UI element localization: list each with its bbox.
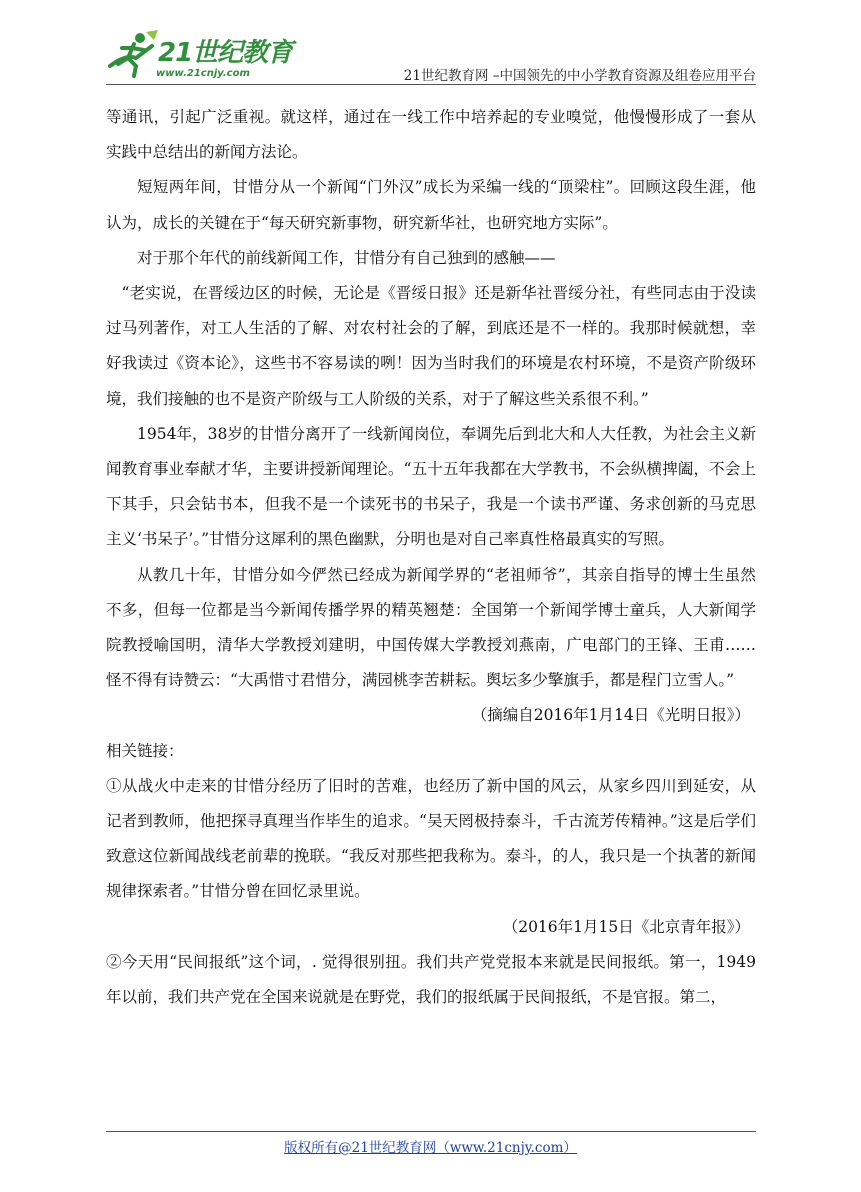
site-tagline: –中国领先的中小学教育资源及组卷应用平台: [488, 68, 756, 84]
paragraph: 从教几十年，甘惜分如今俨然已经成为新闻学界的“老祖师爷”，其亲自指导的博士生虽然不多，但每一位都是当今新闻传播学界的精英翘楚：全国第一个新闻学博士童兵，人大新闻学院教授喻国明，清华大学教授刘建明，中国传媒大学教授刘燕南，广电部门的王锋、王甫……怪不得有诗赞云：“大禹惜寸君惜分，满园桃李苦耕耘。舆坛多少擎旗手，都是程门立雪人。”: [106, 565, 756, 690]
site-name: 21世纪教育网: [403, 68, 489, 84]
related-link-item: ①从战火中走来的甘惜分经历了旧时的苦难，也经历了新中国的风云，从家乡四川到延安，从记者到教师，他把探寻真理当作毕生的追求。“吴天罔极持泰斗，千古流芳传精神。”这是后学们致意这位新闻战线老前辈的挽联。“我反对那些把我称为。泰斗，的人，我只是一个执著的新闻规律探索者。”甘惜分曾在回忆录里说。: [106, 776, 756, 901]
paragraph: 1954年，38岁的甘惜分离开了一线新闻岗位，奉调先后到北大和人大任教，为社会主义新闻教育事业奉献才华，主要讲授新闻理论。“五十五年我都在大学教书，不会纵横捭阖，不会上下其手，只会钻书本，但我不是一个读死书的书呆子，我是一个读书严谨、务求创新的马克思主义‘书呆子’。”甘惜分这犀利的黑色幽默，分明也是对自己率真性格最真实的写照。: [106, 424, 756, 549]
page-header: [106, 28, 756, 86]
source-citation: （2016年1月15日《北京青年报》）: [502, 917, 750, 936]
paragraph: 短短两年间，甘惜分从一个新闻“门外汉”成长为采编一线的“顶梁柱”。回顾这段生涯，他认为，成长的关键在于“每天研究新事物，研究新华社，也研究地方实际”。: [106, 178, 756, 232]
header-divider: [106, 84, 756, 85]
source-citation: （摘编自2016年1月14日《光明日报》）: [471, 706, 750, 725]
site-logo[interactable]: [106, 28, 296, 84]
related-links-label: 相关链接：: [106, 741, 184, 760]
footer-copyright-link[interactable]: 版权所有@21世纪教育网（www.21cnjy.com）: [284, 1140, 577, 1156]
article-body: [106, 100, 756, 1015]
runner-logo-icon: [106, 28, 160, 80]
related-link-item: ②今天用“民间报纸”这个词，. 觉得很别扭。我们共产党党报本来就是民间报纸。第一，1949年以前，我们共产党在全国来说就是在野党，我们的报纸属于民间报纸，不是官报。第二，: [106, 952, 756, 1007]
paragraph: 对于那个年代的前线新闻工作，甘惜分有自己独到的感触——: [137, 248, 556, 267]
quote-paragraph: “老实说，在晋绥边区的时候，无论是《晋绥日报》还是新华社晋绥分社，有些同志由于没读过马列著作，对工人生活的了解、对农村社会的了解，到底还是不一样的。我那时候就想，幸好我读过《资本论》，这些书不容易读的咧！因为当时我们的环境是农村环境，不是资产阶级环境，我们接触的也不是资产阶级与工人阶级的关系，对于了解这些关系很不利。”: [106, 284, 756, 408]
logo-text: 21世纪教育: [158, 38, 293, 68]
footer-divider: [106, 1131, 756, 1132]
logo-url: www.21cnjy.com: [156, 68, 250, 79]
header-tagline: [404, 64, 756, 84]
paragraph: 等通讯，引起广泛重视。就这样，通过在一线工作中培养起的专业嗅觉，他慢慢形成了一套从实践中总结出的新闻方法论。: [106, 108, 756, 162]
